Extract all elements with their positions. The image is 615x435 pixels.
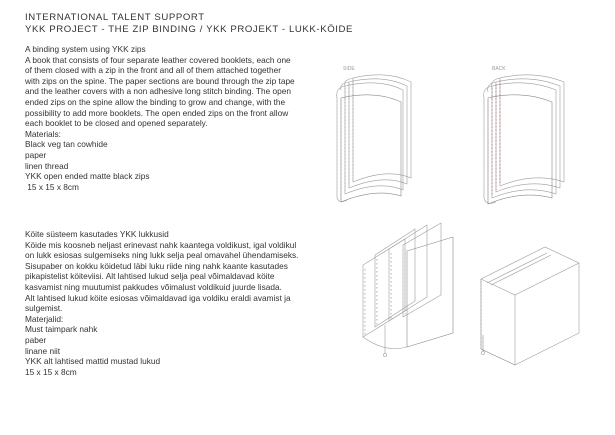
text-line: linane niit	[25, 345, 61, 356]
text-line: Köite süsteem kasutades YKK lukkusid	[25, 229, 169, 239]
text-line: A book that consists of four separate leather covered booklets, each one	[25, 54, 291, 65]
sketch-closed-book-front	[475, 235, 585, 370]
text-line: on lukk esiosas sulgemiseks ning lukk selja peal omavahel ühendamiseks.	[25, 250, 299, 261]
text-line: Sisupaber on kokku köidetud läbi luku riide ning nahk kaante kasutades	[25, 260, 288, 271]
english-description	[25, 44, 345, 192]
text-line: Black veg tan cowhide	[25, 139, 108, 150]
sketch-label-back: BACK	[492, 66, 506, 72]
text-line: 15 x 15 x 8cm	[25, 366, 77, 377]
page-header	[25, 12, 353, 36]
text-line: and the leather covers with a non adhesive long stitch binding. The open	[25, 86, 291, 97]
text-line: with zips on the spine. The paper sections are bound through the zip tape	[25, 75, 295, 86]
estonian-description	[25, 229, 345, 377]
text-line: YKK alt lahtised mattid mustad lukud	[25, 356, 161, 367]
text-line: kasvamist ning muutumist pakkudes võimalust voldikuid juurde lisada.	[25, 281, 282, 292]
text-line: sulgemist.	[25, 303, 63, 314]
text-line: paper	[25, 149, 47, 160]
text-line: linen thread	[25, 160, 69, 171]
text-line: Köide mis koosneb neljast erinevast nahk kaantega voldikust, igal voldikul	[25, 239, 297, 250]
sketch-label-side: SIDE	[343, 66, 355, 72]
text-line: paber	[25, 334, 47, 345]
text-line: A binding system using YKK zips	[25, 44, 146, 54]
text-line: Alt lahtised lukud köite esiosas võimaldavad iga voldiku eraldi avamist ja	[25, 292, 291, 303]
text-line: Materials:	[25, 128, 61, 139]
text-line: Must taimpark nahk	[25, 324, 98, 335]
text-line: Materjalid:	[25, 313, 64, 324]
text-line: of them closed with a zip in the front and all of them attached together	[25, 65, 281, 76]
text-line: possibility to add more booklets. The open ended zips on the front allow	[25, 107, 289, 118]
sketch-open-book-spine	[355, 215, 465, 365]
header-title: INTERNATIONAL TALENT SUPPORT	[25, 12, 205, 23]
text-line: YKK open ended matte black zips	[25, 171, 150, 182]
text-line: 15 x 15 x 8cm	[25, 181, 79, 192]
text-line: pikapistelist köiteviisi. Alt lahtised lukud selja peal võimaldavad köite	[25, 271, 275, 282]
sketch-closed-book-back	[470, 58, 580, 208]
text-line: each booklet to be closed and opened separately.	[25, 118, 208, 129]
header-subtitle: YKK PROJECT - THE ZIP BINDING / YKK PROJEKT - LUKK-KÖIDE	[25, 24, 354, 35]
sketch-closed-book-side	[325, 58, 425, 208]
text-line: ended zips on the spine allow the binding to grow and change, with the	[25, 96, 286, 107]
